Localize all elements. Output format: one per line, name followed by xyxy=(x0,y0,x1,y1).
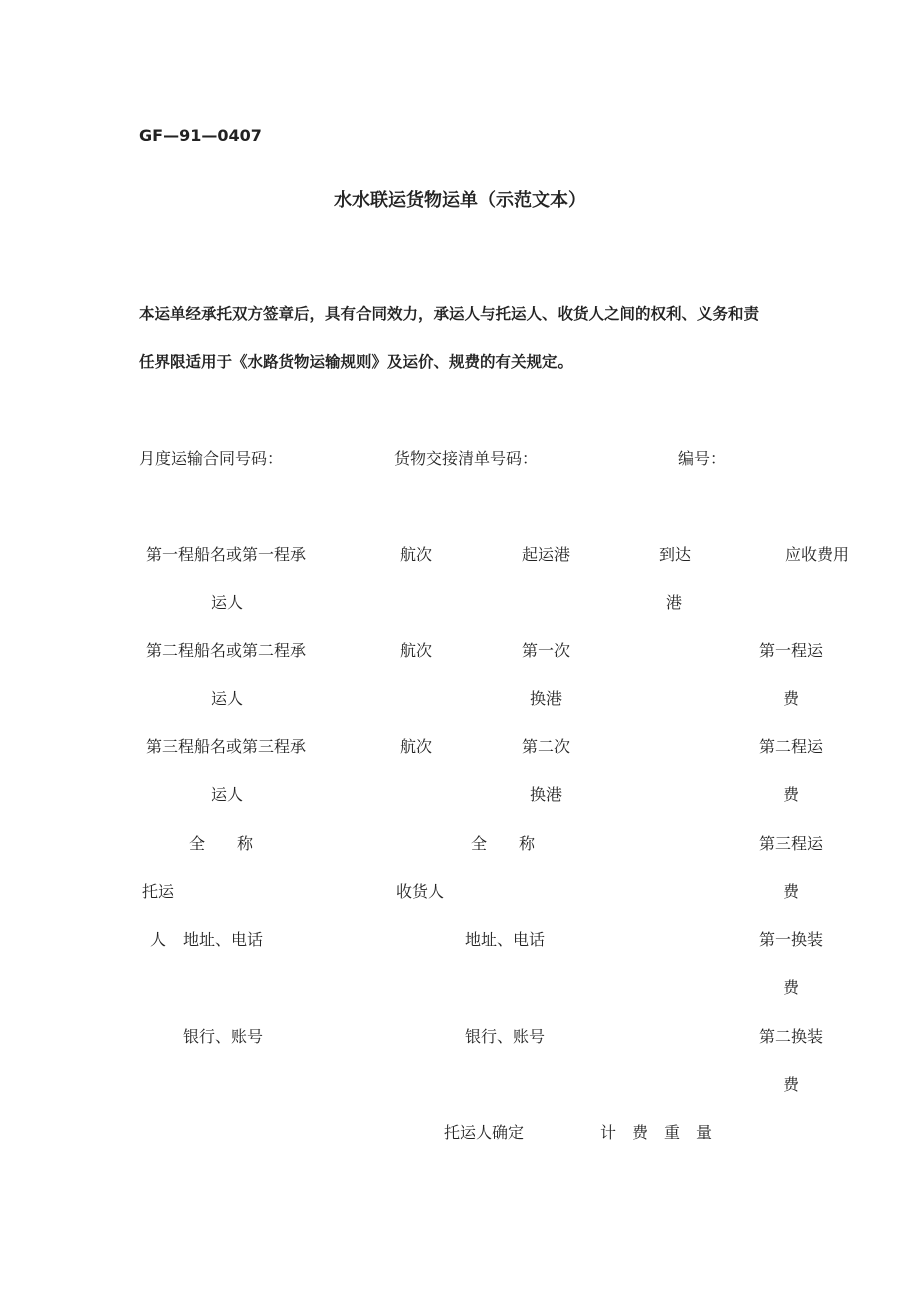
receivable-fees-label: 应收费用 xyxy=(785,545,850,564)
shipper-confirmed-label: 托运人确定 xyxy=(444,1123,525,1142)
leg3-vessel-label: 第三程船名或第三程承 xyxy=(146,737,307,756)
consignee-bank-account-label: 银行、账号 xyxy=(465,1027,546,1046)
shipper-full-name-label: 全 称 xyxy=(189,834,254,853)
freight-leg1-label: 第一程运 xyxy=(759,641,824,660)
freight-leg1-label-cont: 费 xyxy=(783,689,800,708)
leg1-vessel-label: 第一程船名或第一程承 xyxy=(146,545,307,564)
handover-list-number-label: 货物交接清单号码： xyxy=(394,449,539,468)
origin-port-label: 起运港 xyxy=(522,545,571,564)
shipper-address-phone-label: 地址、电话 xyxy=(183,930,264,949)
leg2-vessel-label: 第二程船名或第二程承 xyxy=(146,641,307,660)
intro-line-2: 任界限适用于《水路货物运输规则》及运价、规费的有关规定。 xyxy=(139,353,574,371)
leg3-vessel-label-cont: 运人 xyxy=(211,785,244,804)
voyage-2-label: 航次 xyxy=(400,641,433,660)
transship-fee-2-label: 第二换装 xyxy=(759,1027,824,1046)
leg1-vessel-label-cont: 运人 xyxy=(211,593,244,612)
consignee-full-name-label: 全 称 xyxy=(471,834,536,853)
destination-port-label: 到达 xyxy=(659,545,692,564)
intro-line-1: 本运单经承托双方签章后，具有合同效力，承运人与托运人、收货人之间的权利、义务和责 xyxy=(139,305,760,323)
transship-fee-1-label: 第一换装 xyxy=(759,930,824,949)
voyage-1-label: 航次 xyxy=(400,545,433,564)
freight-leg3-label-cont: 费 xyxy=(783,882,800,901)
document-title: 水水联运货物运单（示范文本） xyxy=(334,190,586,211)
serial-number-label: 编号： xyxy=(678,449,727,468)
transfer-port-1-label-cont: 换港 xyxy=(530,689,563,708)
freight-leg3-label: 第三程运 xyxy=(759,834,824,853)
consignee-label: 收货人 xyxy=(396,882,445,901)
document-code: GF—91—0407 xyxy=(139,126,262,145)
transship-fee-2-label-cont: 费 xyxy=(783,1075,800,1094)
destination-port-label-cont: 港 xyxy=(666,593,683,612)
chargeable-weight-label: 计 费 重 量 xyxy=(600,1123,713,1142)
transfer-port-2-label: 第二次 xyxy=(522,737,571,756)
transfer-port-1-label: 第一次 xyxy=(522,641,571,660)
voyage-3-label: 航次 xyxy=(400,737,433,756)
shipper-label: 托运 xyxy=(142,882,175,901)
leg2-vessel-label-cont: 运人 xyxy=(211,689,244,708)
freight-leg2-label-cont: 费 xyxy=(783,785,800,804)
consignee-address-phone-label: 地址、电话 xyxy=(465,930,546,949)
transfer-port-2-label-cont: 换港 xyxy=(530,785,563,804)
shipper-bank-account-label: 银行、账号 xyxy=(183,1027,264,1046)
monthly-contract-number-label: 月度运输合同号码： xyxy=(139,449,284,468)
transship-fee-1-label-cont: 费 xyxy=(783,978,800,997)
freight-leg2-label: 第二程运 xyxy=(759,737,824,756)
shipper-label-cont: 人 xyxy=(150,930,167,949)
